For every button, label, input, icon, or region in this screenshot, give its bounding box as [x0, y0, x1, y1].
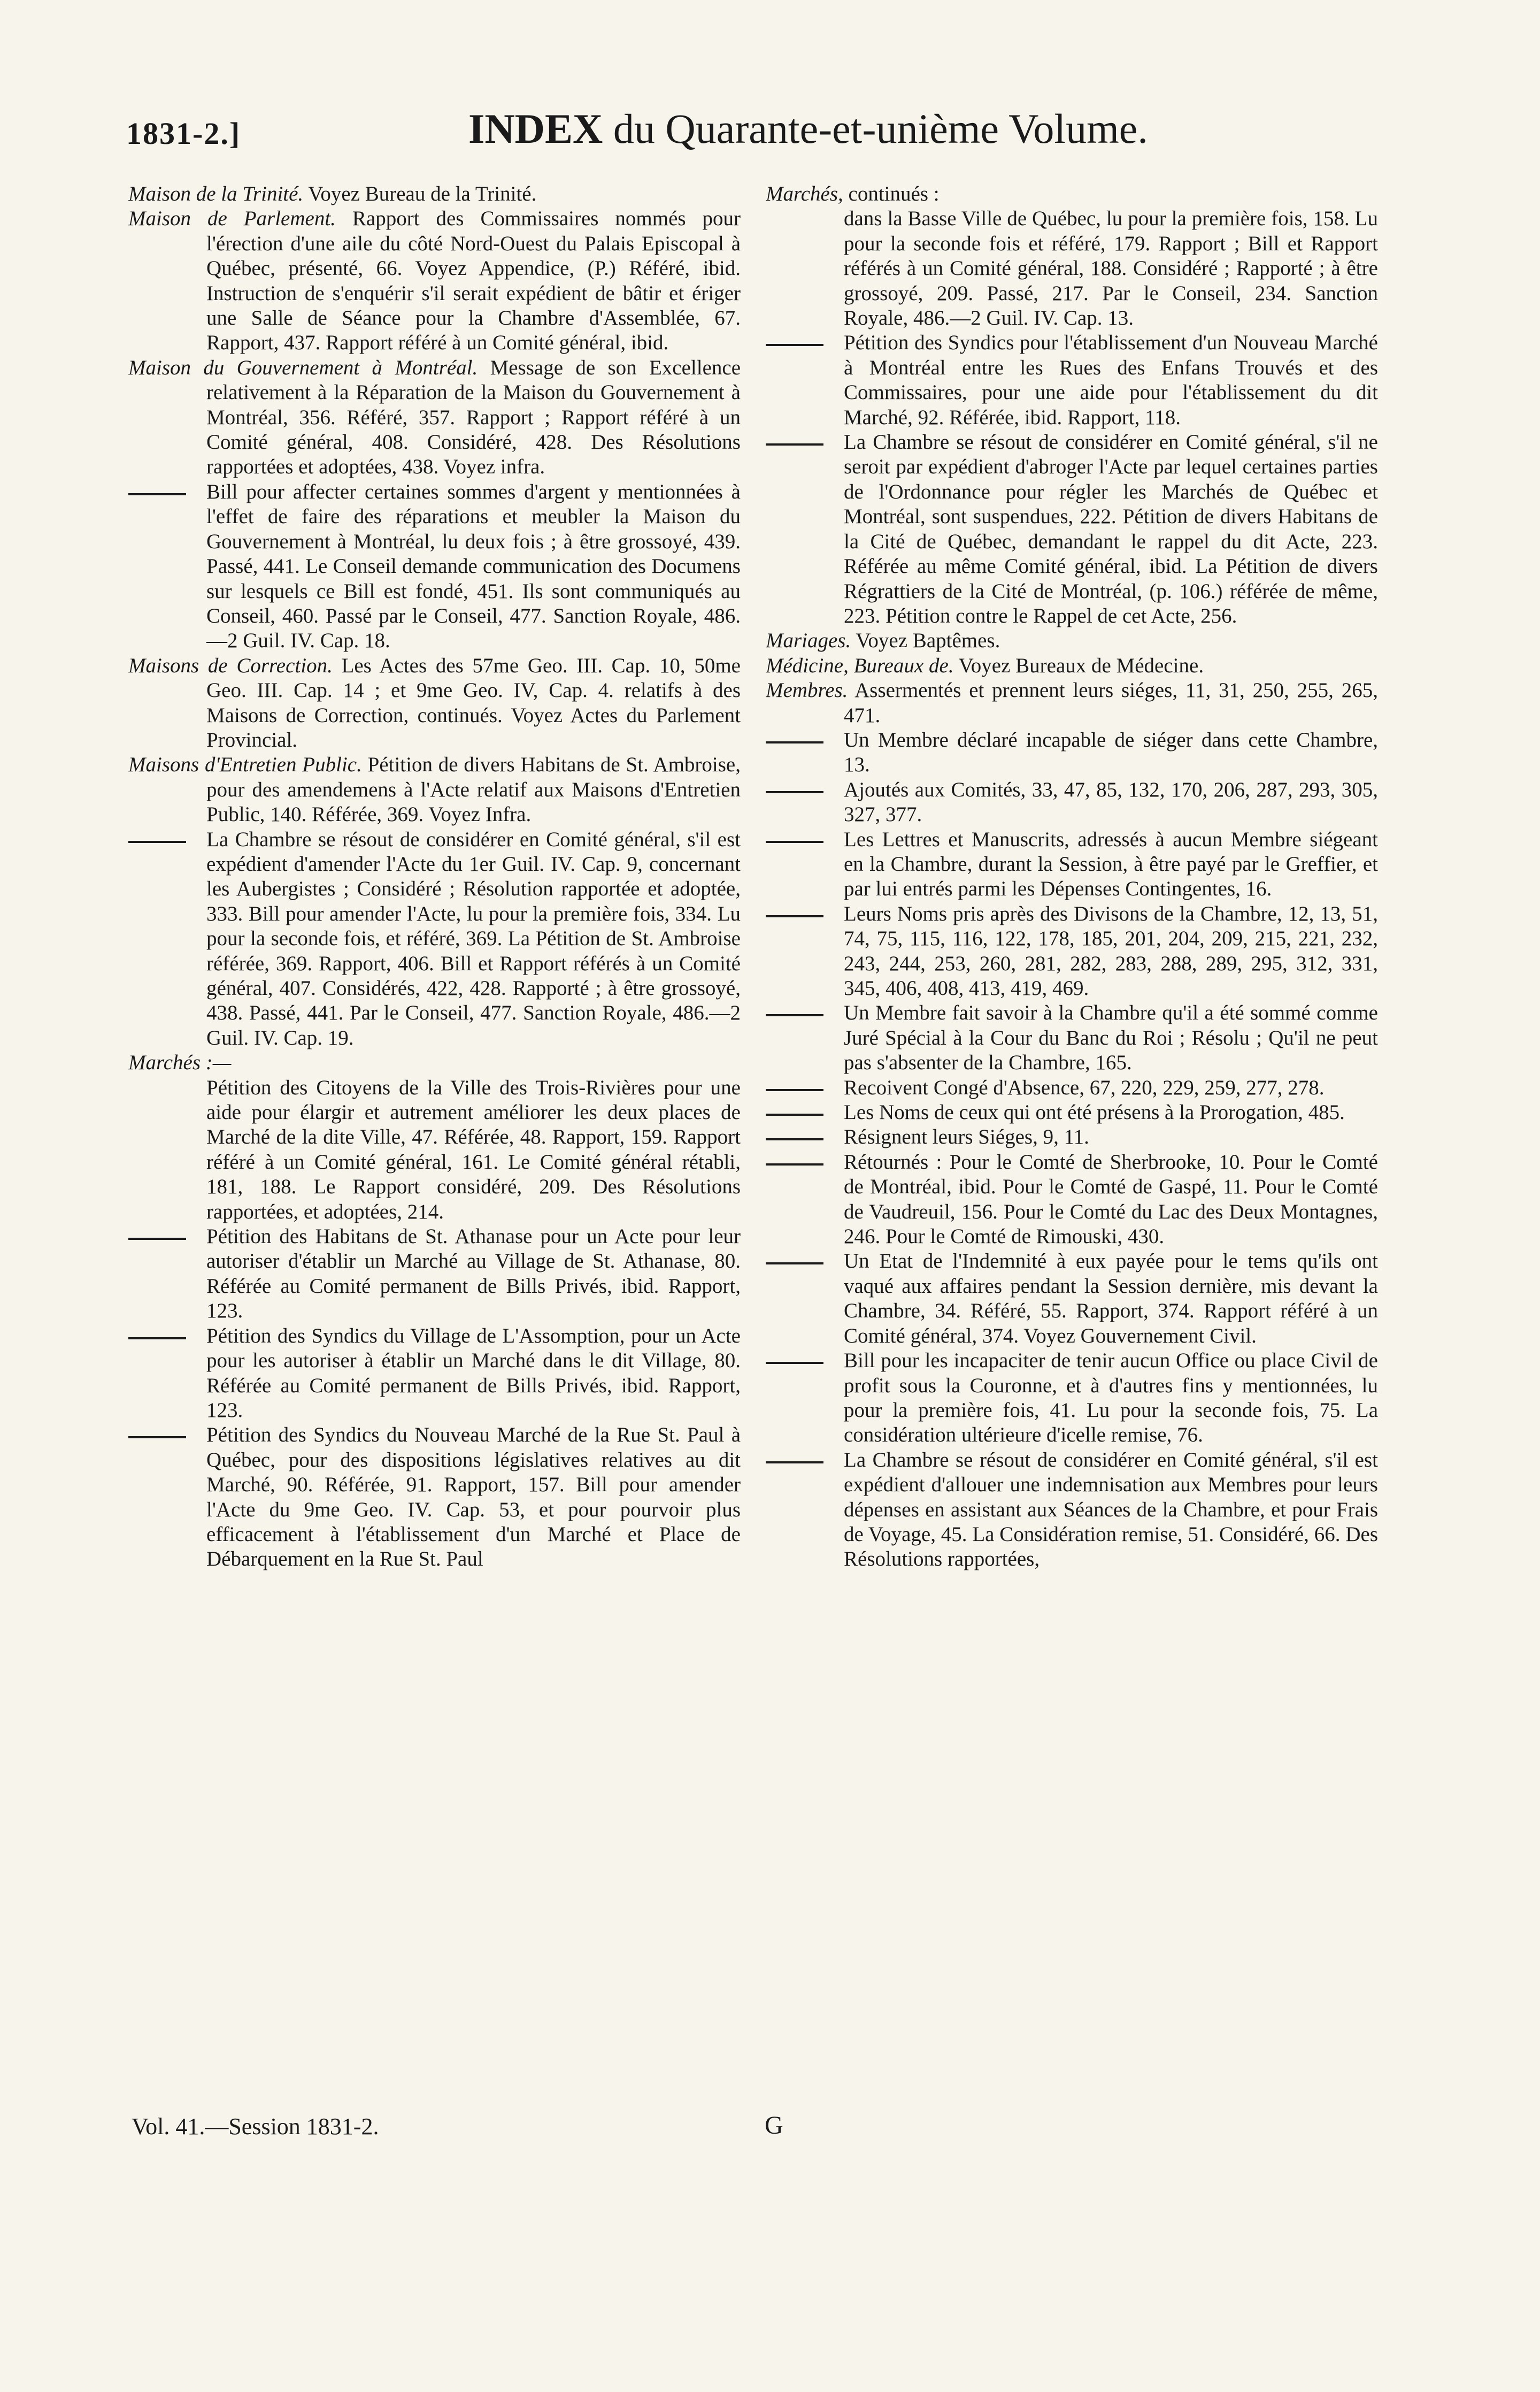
title-rest: du Quarante-et-unième Volume. [603, 105, 1148, 152]
index-subentry [766, 331, 1378, 430]
index-subentry [128, 480, 741, 654]
index-subentry [766, 1448, 1378, 1572]
index-entry [128, 654, 741, 753]
entry-heading: Maisons d'Entretien Public. [128, 753, 362, 777]
index-subentry [766, 1150, 1378, 1249]
entry-text: Ajoutés aux Comités, 33, 47, 85, 132, 170, 206, 287, 293, 305, 327, 377. [844, 778, 1378, 826]
entry-text: Bill pour les incapaciter de tenir aucun Office ou place Civil de profit sous la Couronne, et à d'autres fins y mentionnées, lu pour la première fois, 41. Lu pour la seconde fois, 75. La considération ultérieure d'icelle remise, 76. [844, 1349, 1378, 1447]
entry-text: La Chambre se résout de considérer en Comité général, s'il ne seroit par expédient d'abroger l'Acte par lequel certaines parties de l'Ordonnance pour régler les Marchés de Québec et Montréal, sont suspendues, 222. Pétition de divers Habitans de la Cité de Québec, demandant le rappel du dit Acte, 223. Référée au même Comité général, ibid. La Pétition de divers Régrattiers de la Cité de Montréal, (p. 106.) référée de même, 223. Pétition contre le Rappel de cet Acte, 256. [844, 431, 1378, 627]
index-subentry [766, 1125, 1378, 1149]
index-entry [128, 182, 741, 206]
index-subentry [766, 1001, 1378, 1075]
entry-text: Les Noms de ceux qui ont été présens à la Prorogation, 485. [844, 1101, 1345, 1124]
index-entry [766, 182, 1378, 206]
index-subentry [128, 827, 741, 1051]
entry-text: Un Etat de l'Indemnité à eux payée pour le tems qu'ils ont vaqué aux affaires pendant la Session dernière, mis devant la Chambre, 34. Référé, 55. Rapport, 374. Rapport référé à un Comité général, 374. Voyez Gouvernement Civil. [844, 1249, 1378, 1347]
index-entry [128, 753, 741, 827]
index-entry [128, 206, 741, 355]
index-subentry [766, 778, 1378, 827]
signature-mark: G [765, 2111, 783, 2140]
entry-text: Pétition des Syndics pour l'établissement d'un Nouveau Marché à Montréal entre les Rues des Enfans Trouvés et des Commissaires, pour une aide pour l'établissement du dit Marché, 92. Référée, ibid. Rapport, 118. [844, 331, 1378, 429]
entry-text: Voyez Bureaux de Médecine. [953, 654, 1204, 677]
entry-heading: Membres. [766, 679, 848, 702]
entry-heading: Médicine, Bureaux de. [766, 654, 954, 677]
page-header [126, 105, 1383, 164]
entry-text: Un Membre déclaré incapable de siéger dans cette Chambre, 13. [844, 728, 1378, 777]
entry-text: La Chambre se résout de considérer en Comité général, s'il est expédient d'allouer une indemnisation aux Membres pour leurs dépenses en assistant aux Séances de la Chambre, et pour Frais de Voyage, 45. La Considération remise, 51. Considéré, 66. Des Résolutions rapportées, [844, 1448, 1378, 1571]
entry-text: Un Membre fait savoir à la Chambre qu'il a été sommé comme Juré Spécial à la Cour du Banc du Roi ; Résolu ; Qu'il ne peut pas s'absenter de la Chambre, 165. [844, 1001, 1378, 1075]
entry-text: continués : [843, 182, 940, 205]
year-range: 1831-2.] [126, 116, 241, 151]
index-subentry [766, 827, 1378, 902]
entry-text: Bill pour affecter certaines sommes d'argent y mentionnées à l'effet de faire des réparations et meubler la Maison du Gouvernement à Montréal, lu deux fois ; à être grossoyé, 439. Passé, 441. Le Conseil demande communication des Documens sur lesquels ce Bill est fondé, 451. Ils sont communiqués au Conseil, 460. Passé par le Conseil, 477. Sanction Royale, 486.—2 Guil. IV. Cap. 18. [206, 480, 741, 653]
left-column [128, 182, 741, 2054]
entry-text: Voyez Baptêmes. [851, 629, 1000, 653]
entry-heading: Marchés, [766, 182, 843, 205]
entry-heading: Maison de la Trinité. [128, 182, 304, 205]
index-entry [128, 356, 741, 480]
entry-text: Leurs Noms pris après des Divisons de la Chambre, 12, 13, 51, 74, 75, 115, 116, 122, 178, 185, 201, 204, 209, 215, 221, 232, 243, 244, 253, 260, 281, 282, 283, 288, 289, 295, 312, 331, 345, 406, 408, 413, 419, 469. [844, 902, 1378, 1000]
entry-text: La Chambre se résout de considérer en Comité général, s'il est expédient d'amender l'Acte du 1er Guil. IV. Cap. 9, concernant les Aubergistes ; Considéré ; Résolution rapportée et adoptée, 333. Bill pour amender l'Acte, lu pour la première fois, 334. Lu pour la seconde fois, et référé, 369. La Pétition de St. Ambroise référée, 369. Rapport, 406. Bill et Rapport référés à un Comité général, 407. Considérés, 422, 428. Rapporté ; à être grossoyé, 438. Passé, 441. Par le Conseil, 477. Sanction Royale, 486.—2 Guil. IV. Cap. 19. [206, 827, 741, 1049]
entry-text: Recoivent Congé d'Absence, 67, 220, 229, 259, 277, 278. [844, 1076, 1325, 1099]
entry-text: Les Lettres et Manuscrits, adressés à aucun Membre siégeant en la Chambre, durant la Session, à être payé par le Greffier, et par lui entrés parmi les Dépenses Contingentes, 16. [844, 827, 1378, 901]
entry-text: dans la Basse Ville de Québec, lu pour la première fois, 158. Lu pour la seconde fois et référé, 179. Rapport ; Bill et Rapport référés à un Comité général, 188. Considéré ; Rapporté ; à être grossoyé, 209. Passé, 217. Par le Conseil, 234. Sanction Royale, 486.—2 Guil. IV. Cap. 13. [844, 207, 1378, 330]
index-entry [128, 1051, 741, 1075]
entry-text: Pétition des Habitans de St. Athanase pour un Acte pour leur autoriser d'établir un Marché au Village de St. Athanase, 80. Référée au Comité permanent de Bills Privés, ibid. Rapport, 123. [206, 1225, 741, 1323]
index-subentry [766, 1076, 1378, 1100]
entry-text: Assermentés et prennent leurs siéges, 11, 31, 250, 255, 265, 471. [844, 679, 1378, 727]
entry-heading: Marchés :— [128, 1051, 232, 1075]
entry-text: Pétition des Syndics du Nouveau Marché de la Rue St. Paul à Québec, pour des dispositions législatives relatives au dit Marché, 90. Référée, 91. Rapport, 157. Bill pour amender l'Acte du 9me Geo. IV. Cap. 53, et pour pourvoir plus efficacement à l'établissement d'un Marché et Place de Débarquement en la Rue St. Paul [206, 1423, 741, 1571]
entry-text: Voyez Bureau de la Trinité. [303, 182, 537, 205]
index-continuation [128, 1076, 741, 1224]
index-subentry [128, 1423, 741, 1571]
entry-text: Message de son Excellence relativement à la Réparation de la Maison du Gouvernement à Montréal, 356. Référé, 357. Rapport ; Rapport référé à un Comité général, 408. Considéré, 428. Des Résolutions rapportées et adoptées, 438. Voyez infra. [206, 356, 741, 479]
entry-text: Rétournés : Pour le Comté de Sherbrooke, 10. Pour le Comté de Montréal, ibid. Pour le Comté de Gaspé, 11. Pour le Comté de Vaudreuil, 156. Pour le Comté du Lac des Deux Montagnes, 246. Pour le Comté de Rimouski, 430. [844, 1150, 1378, 1248]
entry-text: Pétition des Syndics du Village de L'Assomption, pour un Acte pour les autoriser à établir un Marché dans le dit Village, 80. Référée au Comité permanent de Bills Privés, ibid. Rapport, 123. [206, 1324, 741, 1422]
index-subentry [128, 1224, 741, 1324]
index-continuation [766, 206, 1378, 331]
index-subentry [766, 728, 1378, 778]
index-entry [766, 654, 1378, 678]
index-subentry [128, 1324, 741, 1423]
entry-heading: Maisons de Correction. [128, 654, 333, 677]
page-title [468, 105, 1148, 153]
index-subentry [766, 1100, 1378, 1125]
index-subentry [766, 430, 1378, 628]
index-subentry [766, 1348, 1378, 1448]
volume-session-note: Vol. 41.—Session 1831-2. [132, 2113, 379, 2140]
entry-heading: Mariages. [766, 629, 851, 653]
entry-text: Rapport des Commissaires nommés pour l'érection d'une aile du côté Nord-Ouest du Palais Episcopal à Québec, présenté, 66. Voyez Appendice, (P.) Référé, ibid. Instruction de s'enquérir s'il serait expédient de bâtir et ériger une Salle de Séance pour la Chambre d'Assemblée, 67. Rapport, 437. Rapport référé à un Comité général, ibid. [206, 207, 741, 355]
index-subentry [766, 1249, 1378, 1348]
entry-heading: Maison du Gouvernement à Montréal. [128, 356, 478, 379]
entry-text: Résignent leurs Siéges, 9, 11. [844, 1125, 1089, 1149]
entry-text: Les Actes des 57me Geo. III. Cap. 10, 50me Geo. III. Cap. 14 ; et 9me Geo. IV, Cap. 4. relatifs à des Maisons de Correction, continués. Voyez Actes du Parlement Provincial. [206, 654, 741, 752]
entry-heading: Maison de Parlement. [128, 207, 336, 231]
index-entry [766, 628, 1378, 653]
right-column [766, 182, 1378, 2054]
index-entry [766, 678, 1378, 728]
entry-text: Pétition des Citoyens de la Ville des Trois-Rivières pour une aide pour élargir et autrement améliorer les deux places de Marché de la dite Ville, 47. Référée, 48. Rapport, 159. Rapport référé à un Comité général, 161. Le Comité général rétabli, 181, 188. Le Rapport considéré, 209. Des Résolutions rapportées, et adoptées, 214. [206, 1076, 741, 1223]
entry-text: Pétition de divers Habitans de St. Ambroise, pour des amendemens à l'Acte relatif aux Maisons d'Entretien Public, 140. Référée, 369. Voyez Infra. [206, 753, 741, 826]
index-subentry [766, 902, 1378, 1001]
title-index-word: INDEX [468, 105, 603, 152]
